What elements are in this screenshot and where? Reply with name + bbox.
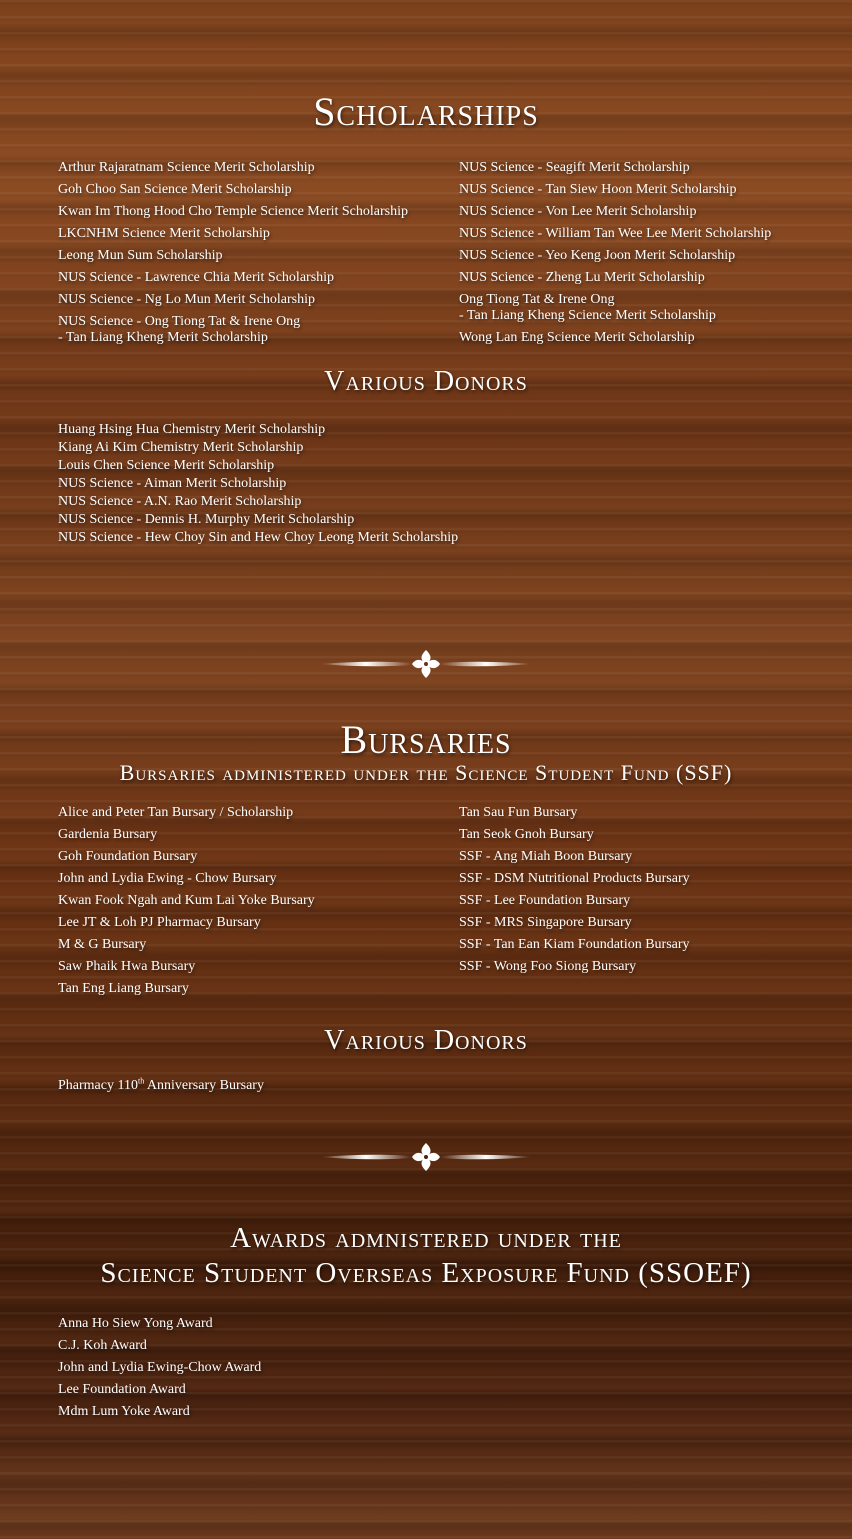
list-item: NUS Science - Seagift Merit Scholarship: [459, 160, 690, 175]
list-item: NUS Science - Hew Choy Sin and Hew Choy Leong Merit Scholarship: [58, 530, 459, 545]
list-item: SSF - Wong Foo Siong Bursary: [459, 959, 637, 974]
bursaries-right-list: [459, 802, 690, 978]
bursaries-subtitle: Bursaries administered under the Science Student Fund (SSF): [119, 760, 733, 785]
scholarships-left-list: [58, 157, 408, 346]
list-item: Gardenia Bursary: [58, 827, 158, 842]
scholarships-donors-title: Various Donors: [324, 366, 528, 397]
list-item: SSF - Tan Ean Kiam Foundation Bursary: [459, 937, 690, 952]
list-item: Saw Phaik Hwa Bursary: [58, 959, 196, 974]
list-item: NUS Science - Lawrence Chia Merit Scholarship: [58, 270, 335, 285]
awards-list: [58, 1313, 261, 1423]
list-item: NUS Science - Aiman Merit Scholarship: [58, 476, 287, 491]
list-item: Wong Lan Eng Science Merit Scholarship: [459, 330, 695, 345]
list-item: SSF - Lee Foundation Bursary: [459, 893, 631, 908]
list-item: Alice and Peter Tan Bursary / Scholarship: [58, 805, 294, 820]
list-item-line: Ong Tiong Tat & Irene Ong: [459, 292, 615, 307]
list-item: NUS Science - Tan Siew Hoon Merit Scholarship: [459, 182, 737, 197]
list-item-line: - Tan Liang Kheng Science Merit Scholarship: [459, 308, 716, 323]
bursaries-left-list: [58, 802, 315, 1000]
list-item: Tan Sau Fun Bursary: [459, 805, 578, 820]
scholarships-right-list: [459, 157, 771, 349]
list-item: M & G Bursary: [58, 937, 147, 952]
scholarships-title: Scholarships: [313, 89, 539, 134]
list-item: SSF - DSM Nutritional Products Bursary: [459, 871, 690, 886]
ordinal-suffix: th: [137, 1076, 145, 1086]
list-item: Kwan Fook Ngah and Kum Lai Yoke Bursary: [58, 893, 315, 908]
list-item: Arthur Rajaratnam Science Merit Scholarship: [58, 160, 315, 175]
list-item: Louis Chen Science Merit Scholarship: [58, 458, 275, 473]
list-item: John and Lydia Ewing - Chow Bursary: [58, 871, 277, 886]
donor-name: Pharmacy 110: [58, 1078, 138, 1093]
awards-title-line1: Awards admnistered under the: [230, 1222, 622, 1254]
list-item: NUS Science - Von Lee Merit Scholarship: [459, 204, 697, 219]
bursaries-donors-title: Various Donors: [324, 1025, 528, 1056]
list-item: NUS Science - Ng Lo Mun Merit Scholarship: [58, 292, 316, 307]
list-item: NUS Science - A.N. Rao Merit Scholarship: [58, 494, 302, 509]
list-item: NUS Science - Dennis H. Murphy Merit Scholarship: [58, 512, 355, 527]
list-item: Goh Foundation Bursary: [58, 849, 198, 864]
list-item: Huang Hsing Hua Chemistry Merit Scholarship: [58, 422, 326, 437]
list-item: NUS Science - Yeo Keng Joon Merit Scholarship: [459, 248, 736, 263]
list-item: Tan Eng Liang Bursary: [58, 981, 189, 996]
list-item: Leong Mun Sum Scholarship: [58, 248, 223, 263]
list-item: Kiang Ai Kim Chemistry Merit Scholarship: [58, 440, 304, 455]
list-item: [58, 1075, 264, 1097]
list-item: SSF - MRS Singapore Bursary: [459, 915, 632, 930]
list-item: Lee JT & Loh PJ Pharmacy Bursary: [58, 915, 261, 930]
fleur-de-lis-divider-icon: [320, 1139, 532, 1175]
list-item: Tan Seok Gnoh Bursary: [459, 827, 594, 842]
list-item: John and Lydia Ewing-Chow Award: [58, 1360, 262, 1375]
list-item: [58, 311, 408, 346]
scholarships-donors-list: [58, 421, 458, 547]
list-item: [459, 289, 771, 327]
list-item: Lee Foundation Award: [58, 1382, 186, 1397]
list-item: C.J. Koh Award: [58, 1338, 147, 1353]
bursaries-title: Bursaries: [340, 717, 512, 762]
list-item: Kwan Im Thong Hood Cho Temple Science Merit Scholarship: [58, 204, 408, 219]
list-item: Anna Ho Siew Yong Award: [58, 1316, 213, 1331]
list-item-line: NUS Science - Ong Tiong Tat & Irene Ong: [58, 314, 301, 329]
bursaries-donors-list: [58, 1075, 264, 1097]
list-item: SSF - Ang Miah Boon Bursary: [459, 849, 633, 864]
list-item: NUS Science - William Tan Wee Lee Merit Scholarship: [459, 226, 772, 241]
list-item: NUS Science - Zheng Lu Merit Scholarship: [459, 270, 705, 285]
list-item: Goh Choo San Science Merit Scholarship: [58, 182, 292, 197]
fleur-de-lis-divider-icon: [320, 646, 532, 682]
list-item-line: - Tan Liang Kheng Merit Scholarship: [58, 330, 268, 345]
awards-title-line2: Science Student Overseas Exposure Fund (SSOEF): [100, 1257, 752, 1289]
list-item: Mdm Lum Yoke Award: [58, 1404, 190, 1419]
donor-name-rest: Anniversary Bursary: [144, 1078, 264, 1093]
list-item: LKCNHM Science Merit Scholarship: [58, 226, 270, 241]
